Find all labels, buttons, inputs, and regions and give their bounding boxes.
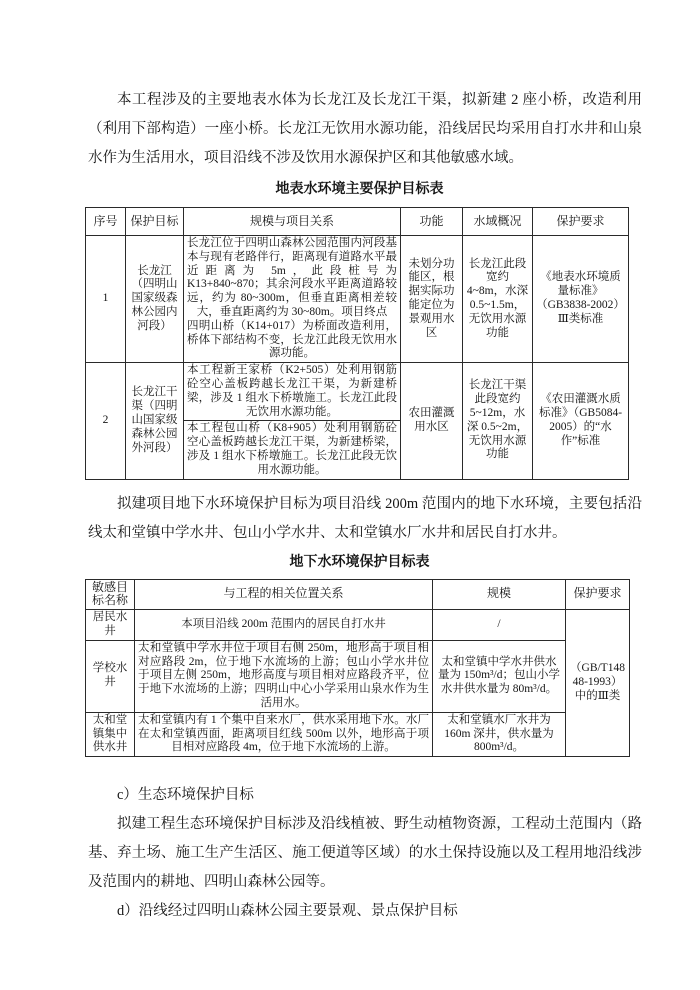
cell-relation: 本项目沿线 200m 范围内的居民自打水井	[135, 610, 433, 641]
cell-requirement: 《地表水环境质量标准》（GB3838-2002）Ⅲ类标准	[533, 236, 629, 363]
header-cell-sensitive-target: 敏感目标名称	[86, 579, 135, 610]
groundwater-intro-paragraph: 拟建项目地下水环境保护目标为项目沿线 200m 范围内的地下水环境，主要包括沿线太和堂镇中学水井、包山小学水井、太和堂镇水厂水井和居民自打水井。	[88, 495, 642, 541]
header-cell-overview: 水域概况	[463, 208, 533, 236]
groundwater-table-title: 地下水环境保护目标表	[289, 554, 430, 570]
scenery-section-heading: d）沿线经过四明山森林公园主要景观、景点保护目标	[117, 903, 458, 920]
surface-water-table-wrapper	[85, 207, 642, 480]
eco-section-heading: c）生态环境保护目标	[117, 787, 254, 804]
surface-water-table-title: 地表水环境主要保护目标表	[275, 182, 444, 197]
cell-overview: 长龙江干渠此段宽约 5~12m，水深 0.5~2m，无饮用水源功能	[463, 363, 533, 479]
cell-requirement: 《农田灌溉水质标准》（GB5084-2005）的“水作”标准	[533, 363, 629, 479]
eco-paragraph: 拟建工程生态环境保护目标涉及沿线植被、野生动植物资源，工程动土范围内（路基、弃土场、施工生产生活区、施工便道等区域）的水土保持设施以及工程用地沿线涉及范围内的耕地、四明山森林公园等。	[88, 816, 642, 891]
cell-name: 居民水井	[86, 610, 135, 641]
cell-overview: 长龙江此段宽约 4~8m，水深 0.5~1.5m，无饮用水源功能	[463, 236, 533, 363]
header-cell-target: 保护目标	[126, 208, 184, 236]
groundwater-row-town-supply-well	[86, 712, 630, 756]
intro-paragraph: 本工程涉及的主要地表水体为长龙江及长龙江干渠，拟新建 2 座小桥，改造利用（利用下部构造）一座小桥。长龙江无饮用水源功能，沿线居民均采用自打水井和山泉水作为生活用水，项目沿线不涉及饮用水源保护区和其他敏感水域。	[88, 92, 642, 166]
cell-relation-bridge-a: 本工程新王家桥（K2+505）处利用钢筋砼空心盖板跨越长龙江干渠，为新建桥梁，涉及 1 组水下桥墩施工。长龙江此段无饮用水源功能。	[184, 363, 401, 421]
cell-name: 学校水井	[86, 640, 135, 712]
header-cell-position-relation: 与工程的相关位置关系	[135, 579, 433, 610]
cell-scale: 太和堂镇中学水井供水量为 150m³/d；包山小学水井供水量为 80m³/d。	[433, 640, 566, 712]
surface-water-row-1	[86, 236, 629, 363]
cell-scale: 太和堂镇水厂水井为 160m 深井，供水量为 800m³/d。	[433, 712, 566, 756]
cell-requirement-merged: （GB/T14848-1993）中的Ⅲ类	[566, 610, 630, 757]
surface-water-table	[85, 207, 629, 480]
surface-water-header-row	[86, 208, 629, 236]
cell-relation	[184, 236, 401, 363]
cell-function: 未划分功能区，根据实际功能定位为景观用水区	[401, 236, 463, 363]
cell-scale: /	[433, 610, 566, 641]
groundwater-row-resident-wells	[86, 610, 630, 641]
cell-name: 太和堂镇集中供水井	[86, 712, 135, 756]
groundwater-row-school-wells	[86, 640, 630, 712]
groundwater-table	[85, 579, 630, 758]
header-cell-scale: 规模	[433, 579, 566, 610]
cell-no: 1	[86, 236, 126, 363]
cell-relation: 太和堂镇内有 1 个集中自来水厂，供水采用地下水。水厂在太和堂镇西面，距离项目红线 500m 以外，地形高于项目相对应路段 4m，位于地下水流场的上游。	[135, 712, 433, 756]
relation-paragraph-1: 长龙江位于四明山森林公园范围内河段基本与现有老路伴行，距离现有道路水平最近距离为 5m，此段桩号为 K13+840~870；其余河段水平距离道路较远，约为 80~300m，但垂直距离相差较大，垂直距离约为 30~80m。项目终点	[187, 237, 397, 318]
header-cell-function: 功能	[401, 208, 463, 236]
cell-function: 农田灌溉用水区	[401, 363, 463, 479]
relation-paragraph-2: 四明山桥（K14+017）为桥面改造利用，桥体下部结构不变，长龙江此段无饮用水源功能。	[187, 319, 397, 360]
header-cell-requirement: 保护要求	[566, 579, 630, 610]
header-cell-relation: 规模与项目关系	[184, 208, 401, 236]
surface-water-row-2a	[86, 363, 629, 421]
cell-no: 2	[86, 363, 126, 479]
cell-target: 长龙江（四明山国家级森林公园内河段）	[126, 236, 184, 363]
cell-relation-bridge-b: 本工程包山桥（K8+905）处利用钢筋砼空心盖板跨越长龙江干渠，为新建桥梁，涉及 1 组水下桥墩施工。长龙江此段无饮用水源功能。	[184, 421, 401, 479]
groundwater-table-wrapper	[85, 579, 642, 758]
header-cell-no: 序号	[86, 208, 126, 236]
header-cell-requirement: 保护要求	[533, 208, 629, 236]
groundwater-header-row	[86, 579, 630, 610]
cell-target: 长龙江干渠（四明山国家级森林公园外河段）	[126, 363, 184, 479]
cell-relation: 太和堂镇中学水井位于项目右侧 250m，地形高于项目相对应路段 2m，位于地下水流场的上游；包山小学水井位于项目左侧 250m，地形高度与项目相对应路段齐平，位于地下水流场的上游；四明山中心小学采用山泉水作为生活用水。	[135, 640, 433, 712]
